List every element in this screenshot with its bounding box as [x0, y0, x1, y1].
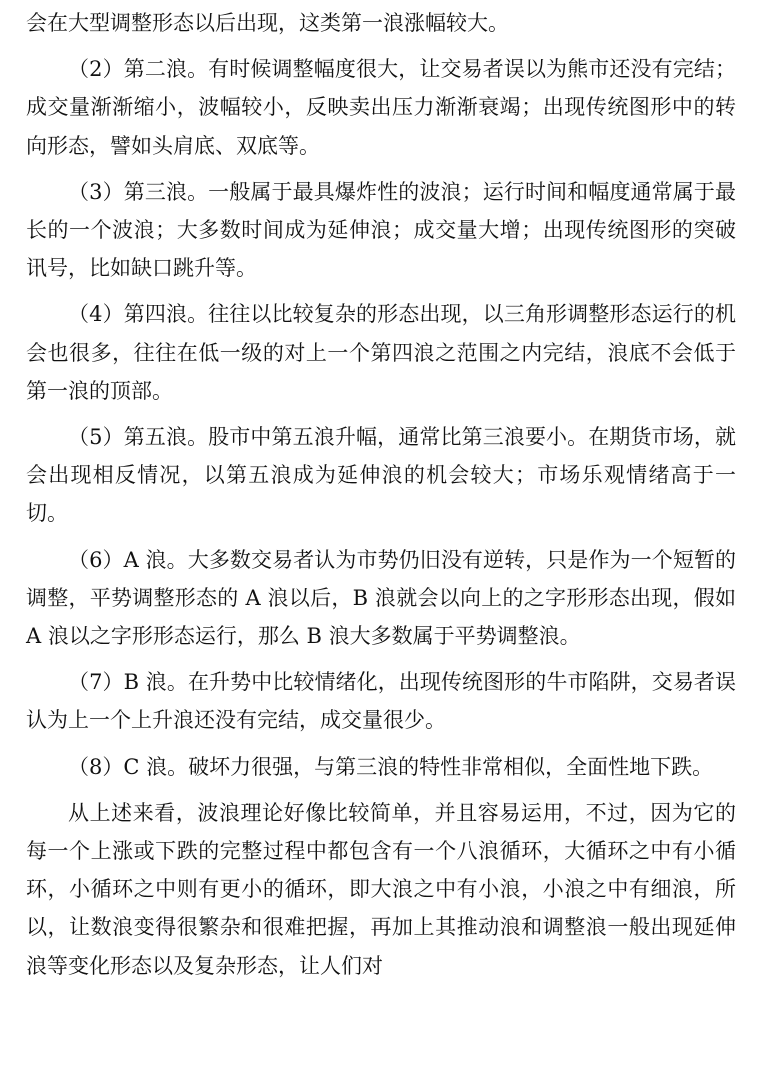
paragraph-wave-one-continued: 会在大型调整形态以后出现，这类第一浪涨幅较大。 — [26, 11, 509, 35]
paragraph-summary: 从上述来看，波浪理论好像比较简单，并且容易运用，不过，因为它的每一个上涨或下跌的完整过程中都包含有一个八浪循环，大循环之中有小循环，小循环之中则有更小的循环，即大浪之中有小浪，小浪之中有细浪，所以，让数浪变得很繁杂和很难把握，再加上其推动浪和调整浪一般出现延伸浪等变化形态以及复杂形态，让人们对 — [26, 800, 736, 978]
paragraph-wave-five: （5）第五浪。股市中第五浪升幅，通常比第三浪要小。在期货市场，就会出现相反情况，以第五浪成为延伸浪的机会较大；市场乐观情绪高于一切。 — [26, 425, 736, 526]
paragraph-wave-c: （8）C 浪。破坏力很强，与第三浪的特性非常相似，全面性地下跌。 — [68, 754, 714, 779]
paragraph-wave-two: （2）第二浪。有时候调整幅度很大，让交易者误以为熊市还没有完结；成交量渐渐缩小，波幅较小，反映卖出压力渐渐衰竭；出现传统图形中的转向形态，譬如头肩底、双底等。 — [26, 57, 736, 158]
paragraph-wave-three: （3）第三浪。一般属于最具爆炸性的波浪；运行时间和幅度通常属于最长的一个波浪；大多数时间成为延伸浪；成交量大增；出现传统图形的突破讯号，比如缺口跳升等。 — [26, 179, 736, 281]
paragraph-wave-four: （4）第四浪。往往以比较复杂的形态出现，以三角形调整形态运行的机会也很多，往往在低一级的对上一个第四浪之范围之内完结，浪底不会低于第一浪的顶部。 — [26, 302, 736, 403]
paragraph-wave-a: （6）A 浪。大多数交易者认为市势仍旧没有逆转，只是作为一个短暂的调整，平势调整形态的 A 浪以后，B 浪就会以向上的之字形形态出现，假如 A 浪以之字形形态运行，那么 B 浪大多数属于平势调整浪。 — [26, 547, 736, 649]
paragraph-wave-b: （7）B 浪。在升势中比较情绪化，出现传统图形的牛市陷阱，交易者误认为上一个上升浪还没有完结，成交量很少。 — [26, 670, 736, 733]
